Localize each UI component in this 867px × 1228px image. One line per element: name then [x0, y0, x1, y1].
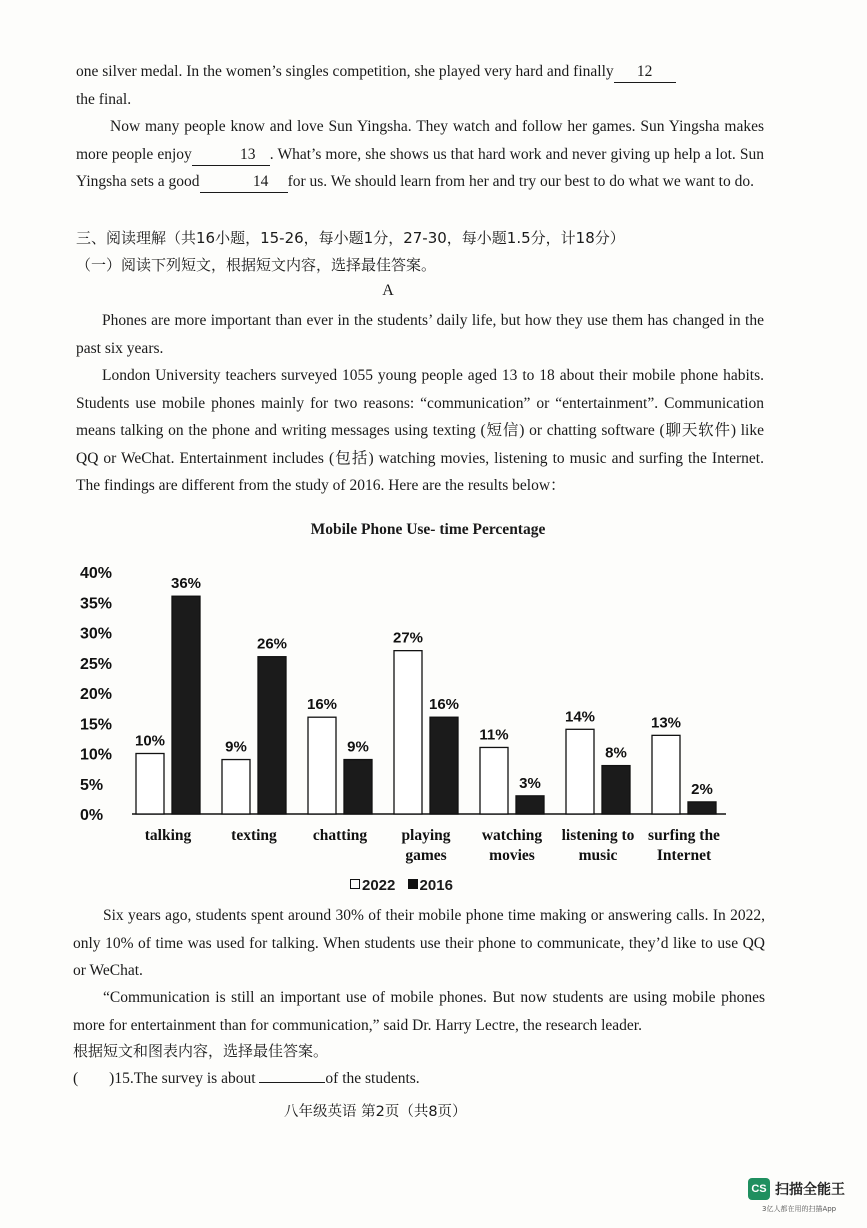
- legend-label-2016: 2016: [419, 877, 453, 894]
- data-label-2022: 10%: [134, 732, 166, 750]
- legend-swatch-2022: [350, 879, 360, 889]
- data-label-2022: 27%: [392, 629, 424, 647]
- bar-2016: [430, 717, 458, 814]
- y-tick-label: 30%: [80, 625, 113, 643]
- scanner-logo-icon: CS: [748, 1178, 770, 1200]
- page-footer: 八年级英语 第2页（共8页）: [284, 1104, 467, 1120]
- bar-2016: [344, 760, 372, 814]
- passage-paragraph-2: London University teachers surveyed 1055 young people aged 13 to 18 about their mobile phone habits. Students use mobile phones mainly for two reasons: “communication” or “entertainment”. Communication means talking on the phone and writing messages using texting (短信) or chatting software (聊天软件) like QQ or WeChat. Entertainment includes (包括) watching movies, listening to music and surfing the Internet. The findings are different from the study of 2016. Here are the results below：: [76, 367, 764, 494]
- scanner-app-name: 扫描全能王: [775, 1182, 845, 1198]
- bar-2016: [516, 796, 544, 814]
- data-label-2016: 36%: [170, 575, 202, 593]
- part-1-heading: （一）阅读下列短文，根据短文内容，选择最佳答案。: [76, 256, 437, 274]
- passage-paragraph-3: Six years ago, students spent around 30% of their mobile phone time making or answering calls. In 2022, only 10% of time was used for talking. When students use their phone to communicate, they’d like to use QQ or WeChat.: [73, 907, 765, 979]
- x-tick-label: talking: [144, 827, 192, 844]
- data-label-2016: 8%: [605, 744, 627, 762]
- y-tick-label: 10%: [80, 746, 113, 764]
- paragraph-cont: one silver medal. In the women’s singles competition, she played very hard and finally 12 the final.: [76, 58, 764, 113]
- x-tick-label: chatting: [312, 827, 368, 844]
- x-tick-label: games: [405, 847, 447, 864]
- scanner-tagline: 3亿人都在用的扫描App: [762, 1205, 837, 1213]
- bar-2022: [308, 717, 336, 814]
- bar-chart: [70, 548, 770, 868]
- passage-paragraph-1: Phones are more important than ever in the students’ daily life, but how they use them has changed in the past six years.: [76, 312, 764, 357]
- y-tick-label: 5%: [80, 776, 104, 794]
- scanner-watermark: [748, 1178, 858, 1218]
- legend-label-2022: 2022: [362, 877, 396, 894]
- data-label-2022: 16%: [306, 696, 338, 714]
- chart-title: Mobile Phone Use- time Percentage: [310, 521, 546, 538]
- data-label-2016: 2%: [691, 780, 713, 798]
- x-tick-label: playing: [401, 827, 451, 844]
- question-15-blank[interactable]: [259, 1082, 325, 1083]
- y-tick-label: 40%: [80, 565, 113, 582]
- x-tick-label: surfing the: [648, 827, 720, 844]
- blank-13[interactable]: 13: [192, 145, 270, 166]
- blank-12[interactable]: 12: [614, 62, 676, 83]
- y-tick-label: 35%: [80, 595, 113, 613]
- bar-2022: [480, 747, 508, 814]
- x-tick-label: music: [578, 847, 618, 864]
- bar-2022: [394, 651, 422, 814]
- bar-2022: [136, 754, 164, 815]
- bar-2016: [688, 802, 716, 814]
- bar-2016: [172, 596, 200, 814]
- x-tick-label: listening to: [561, 827, 635, 844]
- data-label-2022: 11%: [479, 726, 509, 744]
- answer-bracket[interactable]: ( ): [73, 1070, 115, 1087]
- y-tick-label: 0%: [80, 807, 104, 824]
- paragraph-sun-yingsha: Now many people know and love Sun Yingsha. They watch and follow her games. Sun Yingsha makes more people enjoy 13 . What’s more, she shows us that hard work and never giving up help a lot. Sun Yingsha sets a good 14 for us. We should learn from her and try our best to do what we want to do.: [76, 113, 764, 196]
- x-tick-label: movies: [489, 847, 535, 864]
- data-label-2022: 13%: [650, 714, 682, 732]
- y-tick-label: 20%: [80, 686, 113, 703]
- bar-2016: [602, 766, 630, 814]
- x-tick-label: watching: [481, 827, 543, 844]
- bar-2022: [566, 729, 594, 814]
- bar-2022: [222, 760, 250, 814]
- y-tick-label: 15%: [80, 716, 113, 734]
- chart-legend: [350, 877, 453, 894]
- bar-2016: [258, 657, 286, 814]
- data-label-2022: 14%: [564, 708, 596, 726]
- data-label-2022: 9%: [225, 738, 247, 756]
- x-tick-label: texting: [231, 827, 277, 844]
- data-label-2016: 26%: [256, 635, 288, 653]
- bar-2022: [652, 735, 680, 814]
- data-label-2016: 9%: [347, 738, 369, 756]
- passage-label: A: [382, 282, 394, 299]
- blank-14[interactable]: 14: [200, 172, 288, 193]
- legend-swatch-2016: [408, 879, 418, 889]
- data-label-2016: 3%: [519, 774, 541, 792]
- data-label-2016: 16%: [428, 696, 460, 714]
- section-3-heading: 三、阅读理解（共16小题，15-26，每小题1分，27-30，每小题1.5分，计18分）: [76, 229, 625, 247]
- question-15: ( )15.The survey is about of the students.: [73, 1070, 420, 1087]
- x-tick-label: Internet: [656, 847, 712, 864]
- passage-paragraph-4: “Communication is still an important use of mobile phones. But now students are using mobile phones more for entertainment than for communication,” said Dr. Harry Lectre, the research leader.: [73, 989, 765, 1034]
- instruction: 根据短文和图表内容，选择最佳答案。: [73, 1042, 329, 1060]
- y-tick-label: 25%: [80, 655, 113, 673]
